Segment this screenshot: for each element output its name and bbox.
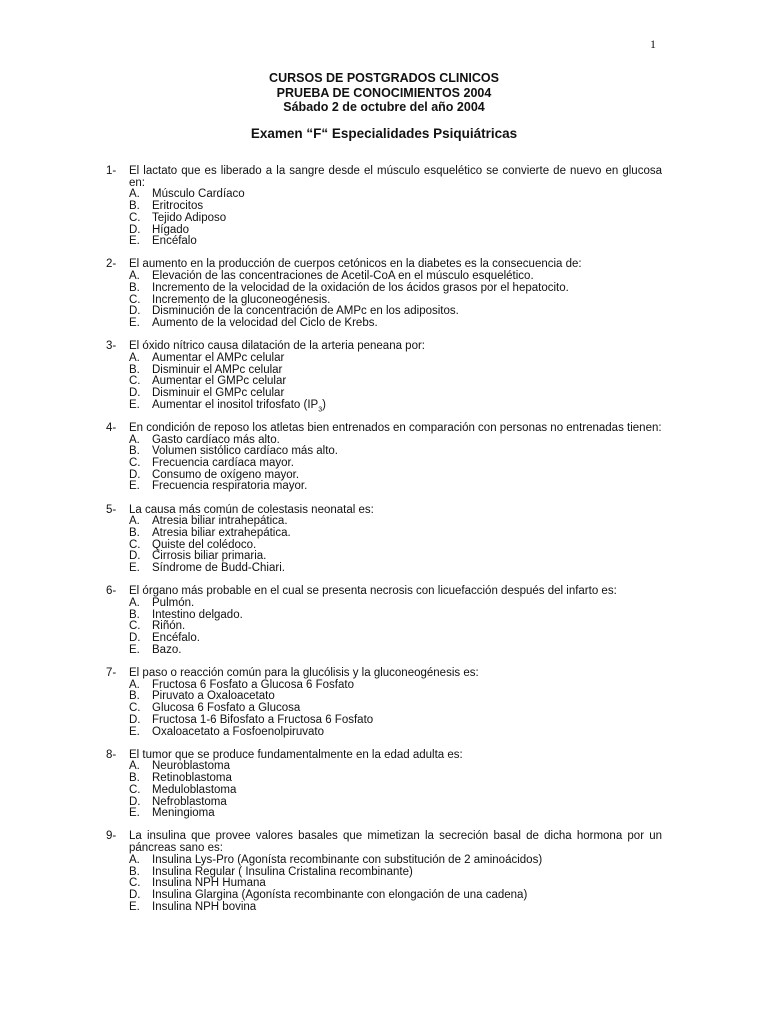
option-letter: C.	[129, 702, 141, 715]
option-letter: C.	[129, 783, 141, 796]
option-text-main: Incremento de la velocidad de la oxidación de los ácidos grasos por el hepatocito.	[152, 281, 569, 294]
option-text-main: Insulina Regular ( Insulina Cristalina recombinante)	[152, 865, 413, 878]
answer-option	[129, 610, 662, 622]
option-letter: E.	[129, 807, 140, 820]
question-text: En condición de reposo los atletas bien entrenados en comparación con personas no entrenadas tienen:	[129, 421, 662, 434]
option-text-main: Consumo de oxígeno mayor.	[152, 468, 300, 481]
option-text-main: Gasto cardíaco más alto.	[152, 433, 280, 446]
option-letter: A.	[129, 853, 140, 866]
answer-options	[129, 680, 662, 739]
answer-option	[129, 225, 662, 237]
option-text-main: Insulina NPH bovina	[152, 900, 257, 913]
question-text: El aumento en la producción de cuerpos cetónicos en la diabetes es la consecuencia de:	[129, 258, 582, 271]
option-letter: B.	[129, 200, 140, 213]
option-text-main: Bazo.	[152, 643, 182, 656]
option-letter: B.	[129, 281, 140, 294]
answer-option	[129, 318, 662, 330]
option-letter: D.	[129, 550, 141, 563]
option-text-main: Intestino delgado.	[152, 608, 243, 621]
option-text-main: Atresia biliar extrahepática.	[152, 526, 291, 539]
option-text-main: Volumen sistólico cardíaco más alto.	[152, 445, 339, 458]
question-item	[106, 668, 662, 738]
option-text-main: Eritrocitos	[152, 200, 204, 213]
option-letter: C.	[129, 456, 141, 469]
question-item	[106, 423, 662, 493]
option-letter: E.	[129, 480, 140, 493]
answer-option	[129, 621, 662, 633]
option-letter: D.	[129, 223, 141, 236]
option-letter: D.	[129, 386, 141, 399]
option-text-main: Aumentar el AMPc celular	[152, 351, 285, 364]
answer-option	[129, 189, 662, 201]
option-letter: B.	[129, 772, 140, 785]
option-letter: B.	[129, 363, 140, 376]
option-text-main: Disminución de la concentración de AMPc en los adipositos.	[152, 305, 459, 318]
option-text	[152, 902, 256, 914]
page-number: 1	[650, 37, 656, 51]
answer-options	[129, 598, 662, 657]
option-text-main: Músculo Cardíaco	[152, 188, 245, 201]
question-number: 1-	[106, 165, 117, 177]
question-item	[106, 166, 662, 248]
answer-options	[129, 271, 662, 330]
question-number: 3-	[106, 340, 117, 353]
answer-option	[129, 481, 662, 493]
option-text-main: Elevación de las concentraciones de Acetil-CoA en el músculo esquelético.	[152, 270, 534, 283]
question-text: El tumor que se produce fundamentalmente en la edad adulta es:	[129, 748, 463, 761]
option-letter: C.	[129, 293, 141, 306]
question-number: 4-	[106, 421, 117, 434]
option-text-main: Encéfalo	[152, 235, 197, 248]
option-text-main: Fructosa 6 Fosfato a Glucosa 6 Fosfato	[152, 678, 354, 691]
answer-options	[129, 516, 662, 575]
option-letter: D.	[129, 632, 141, 645]
option-letter: C.	[129, 538, 141, 551]
option-letter: D.	[129, 713, 141, 726]
option-text-main: Meduloblastoma	[152, 783, 237, 796]
exam-title: Examen “F“ Especialidades Psiquiátricas	[250, 126, 518, 141]
option-text-main: Oxaloacetato a Fosfoenolpiruvato	[152, 725, 324, 738]
option-letter: B.	[129, 445, 140, 458]
question-text: El lactato que es liberado a la sangre desde el músculo esquelético se convierte de nuevo en glucosa en:	[129, 165, 662, 189]
option-text-main: Tejido Adiposo	[152, 211, 227, 224]
option-letter: E.	[129, 398, 140, 411]
option-letter: B.	[129, 865, 140, 878]
answer-option	[129, 213, 662, 225]
option-text-main: Neuroblastoma	[152, 760, 230, 773]
question-list	[106, 166, 662, 925]
option-text-main: Piruvato a Oxaloacetato	[152, 690, 275, 703]
answer-option	[129, 236, 662, 248]
option-letter: A.	[129, 433, 140, 446]
question-item	[106, 259, 662, 329]
option-text-main: Retinoblastoma	[152, 772, 232, 785]
question-item	[106, 831, 662, 913]
option-letter: E.	[129, 643, 140, 656]
option-text-main: Cirrosis biliar primaria.	[152, 550, 267, 563]
option-letter: D.	[129, 888, 141, 901]
question-text: El paso o reacción común para la glucólisis y la gluconeogénesis es:	[129, 667, 479, 680]
option-text-main: Atresia biliar intrahepática.	[152, 515, 288, 528]
option-text-main: Nefroblastoma	[152, 795, 227, 808]
header-test-title: PRUEBA DE CONOCIMIENTOS 2004	[276, 85, 492, 100]
option-subscript: 3	[318, 405, 323, 413]
option-text-main: Insulina NPH Humana	[152, 877, 266, 890]
question-text: El órgano más probable en el cual se presenta necrosis con licuefacción después del infarto es:	[129, 585, 617, 598]
question-item	[106, 505, 662, 575]
option-text-main: Disminuir el GMPc celular	[152, 386, 285, 399]
answer-options	[129, 761, 662, 820]
option-text-main: Aumentar el GMPc celular	[152, 375, 287, 388]
question-item	[106, 750, 662, 820]
option-letter: E.	[129, 900, 140, 913]
question-number: 6-	[106, 585, 117, 598]
header-course-title: CURSOS DE POSTGRADOS CLINICOS	[269, 71, 499, 85]
option-text-main: Síndrome de Budd-Chiari.	[152, 562, 285, 575]
option-text	[152, 645, 181, 657]
question-text: La insulina que provee valores basales que mimetizan la secreción basal de dicha hormona por un páncreas sano es:	[129, 830, 662, 855]
answer-option	[129, 563, 662, 575]
option-letter: A.	[129, 678, 140, 691]
option-letter: E.	[129, 235, 140, 248]
option-text	[152, 236, 197, 248]
question-number: 7-	[106, 667, 117, 680]
option-letter: A.	[129, 351, 140, 364]
option-text-main: Insulina Lys-Pro (Agonísta recombinante con substitución de 2 aminoácidos)	[152, 853, 543, 866]
option-text-main: Frecuencia respiratoria mayor.	[152, 480, 308, 493]
option-text-main: Incremento de la gluconeogénesis.	[152, 293, 331, 306]
option-text-main: Insulina Glargina (Agonísta recombinante con elongación de una cadena)	[152, 888, 528, 901]
question-item	[106, 586, 662, 656]
option-letter: E.	[129, 316, 140, 329]
option-letter: A.	[129, 597, 140, 609]
option-letter: E.	[129, 562, 140, 575]
answer-option	[129, 645, 662, 657]
option-text-main: Glucosa 6 Fosfato a Glucosa	[152, 702, 301, 715]
option-text	[152, 318, 378, 330]
option-letter: E.	[129, 725, 140, 738]
option-text	[152, 727, 324, 739]
answer-option	[129, 808, 662, 820]
option-letter: C.	[129, 877, 141, 890]
option-letter: A.	[129, 760, 140, 773]
option-text-main: Disminuir el AMPc celular	[152, 363, 283, 376]
option-text-main: Aumentar el inositol trifosfato (IP	[152, 398, 319, 411]
option-text-main: Pulmón.	[152, 597, 195, 609]
option-text	[152, 808, 215, 820]
option-text-main: Encéfalo.	[152, 632, 200, 645]
answer-option	[129, 902, 662, 914]
question-number: 8-	[106, 748, 117, 761]
question-text: La causa más común de colestasis neonatal es:	[129, 503, 374, 516]
answer-option	[129, 727, 662, 739]
answer-option	[129, 633, 662, 645]
answer-options	[129, 855, 662, 914]
option-text	[152, 400, 326, 412]
header-date: Sábado 2 de octubre del año 2004	[283, 100, 485, 114]
option-letter: C.	[129, 211, 141, 224]
option-text-main: Meningioma	[152, 807, 215, 820]
option-letter: A.	[129, 270, 140, 283]
option-text-main: Riñón.	[152, 620, 186, 633]
question-number: 5-	[106, 503, 117, 516]
option-text	[152, 563, 285, 575]
option-letter: A.	[129, 515, 140, 528]
option-letter: A.	[129, 188, 140, 201]
option-text-suffix: )	[322, 398, 326, 411]
option-letter: B.	[129, 526, 140, 539]
option-text	[152, 481, 307, 493]
question-text: El óxido nítrico causa dilatación de la arteria peneana por:	[129, 340, 425, 353]
answer-options	[129, 189, 662, 248]
question-number: 2-	[106, 258, 117, 271]
document-header	[0, 71, 768, 115]
option-letter: C.	[129, 375, 141, 388]
question-number: 9-	[106, 830, 117, 843]
answer-option	[129, 400, 662, 412]
option-letter: D.	[129, 795, 141, 808]
answer-options	[129, 435, 662, 494]
option-text-main: Hígado	[152, 223, 190, 236]
option-letter: B.	[129, 690, 140, 703]
option-letter: C.	[129, 620, 141, 633]
option-text-main: Fructosa 1-6 Bifosfato a Fructosa 6 Fosfato	[152, 713, 374, 726]
option-letter: B.	[129, 608, 140, 621]
option-letter: D.	[129, 468, 141, 481]
option-text-main: Aumento de la velocidad del Ciclo de Krebs.	[152, 316, 378, 329]
option-letter: D.	[129, 305, 141, 318]
option-text-main: Quiste del colédoco.	[152, 538, 257, 551]
question-item	[106, 341, 662, 411]
option-text-main: Frecuencia cardíaca mayor.	[152, 456, 294, 469]
answer-options	[129, 353, 662, 412]
